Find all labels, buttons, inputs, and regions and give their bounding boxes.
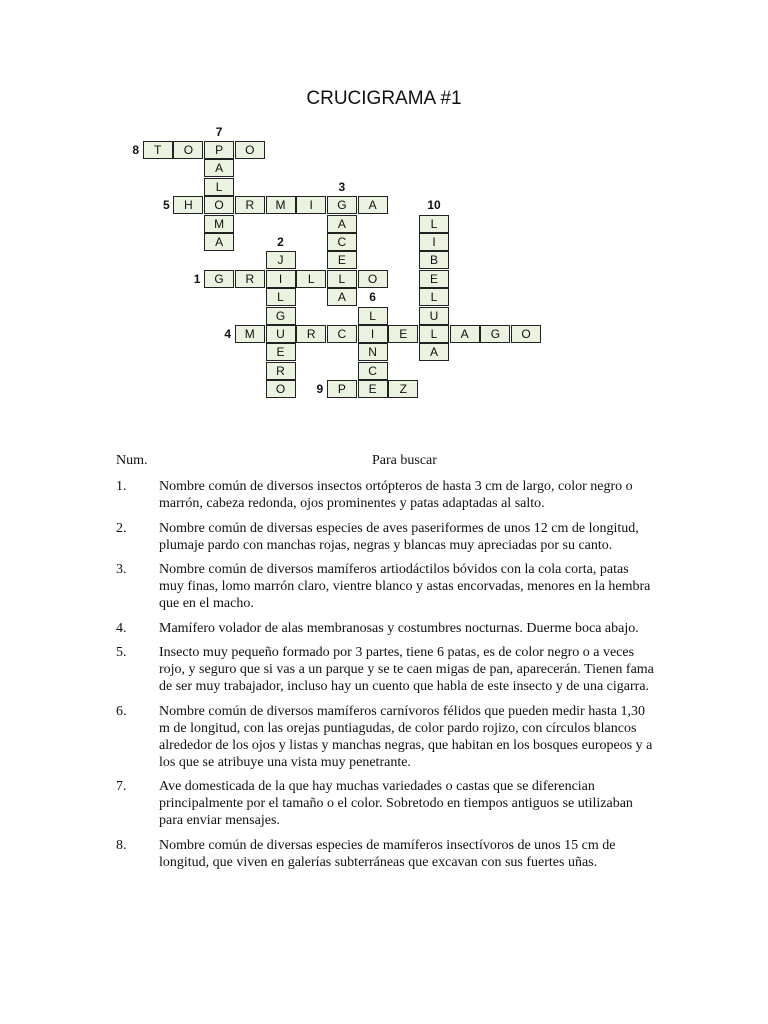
clue-number: 1.: [116, 479, 127, 494]
clue-list: [116, 478, 656, 878]
crossword-cell: G: [480, 325, 510, 343]
crossword-cell: T: [143, 141, 173, 159]
crossword-cell: M: [235, 325, 265, 343]
crossword-cell: A: [327, 288, 357, 306]
clue-number: 6.: [116, 703, 127, 719]
crossword-cell: N: [358, 343, 388, 361]
crossword-cell: A: [204, 159, 234, 177]
crossword-cell: U: [419, 307, 449, 325]
clue-number: 4.: [116, 620, 127, 636]
crossword-grid: [0, 0, 768, 420]
crossword-cell: I: [266, 270, 296, 288]
crossword-cell: A: [419, 343, 449, 361]
crossword-cell: A: [327, 215, 357, 233]
clue-number: 5.: [116, 645, 127, 660]
crossword-cell: E: [327, 251, 357, 269]
crossword-cell: P: [204, 141, 234, 159]
crossword-cell: U: [266, 325, 296, 343]
crossword-cell: H: [173, 196, 203, 214]
crossword-clue-number: 8: [132, 143, 139, 157]
clue-item: [116, 520, 656, 554]
crossword-clue-number: 2: [277, 235, 284, 249]
clues-header-search: Para buscar: [372, 453, 437, 468]
crossword-cell: I: [358, 325, 388, 343]
crossword-cell: O: [235, 141, 265, 159]
crossword-cell: G: [204, 270, 234, 288]
crossword-cell: I: [419, 233, 449, 251]
crossword-cell: A: [204, 233, 234, 251]
clue-text: Nombre común de diversos mamíferos artiodáctilos bóvidos con la cola corta, patas muy finas, lomo marrón claro, vientre blanco y astas encorvadas, menores en la hembra que en el macho.: [159, 562, 651, 611]
clue-item: [116, 703, 656, 771]
crossword-cell: O: [511, 325, 541, 343]
page-title: CRUCIGRAMA #1: [306, 88, 462, 109]
crossword-cell: R: [296, 325, 326, 343]
crossword-cell: L: [419, 325, 449, 343]
crossword-clue-number: 4: [224, 327, 232, 341]
crossword-clue-number: 6: [369, 290, 376, 305]
crossword-clue-number: 9: [316, 382, 324, 397]
crossword-cell: M: [204, 215, 234, 233]
crossword-cell: E: [358, 380, 388, 398]
crossword-cell: L: [327, 270, 357, 288]
clue-text: Ave domesticada de la que hay muchas variedades o castas que se diferencian principalmente por el tamaño o el color. Sobretodo en tiempos antiguos se utilizaban para enviar mensajes.: [159, 779, 633, 828]
crossword-cell: R: [235, 196, 265, 214]
clues-header-num: Num.: [116, 453, 148, 468]
clue-number: 7.: [116, 779, 127, 794]
clue-item: [116, 778, 656, 829]
crossword-cell: O: [358, 270, 388, 288]
clue-item: [116, 644, 656, 695]
crossword-cell: L: [419, 215, 449, 233]
crossword-cell: C: [327, 325, 357, 343]
crossword-cell: R: [235, 270, 265, 288]
crossword-cell: E: [388, 325, 418, 343]
crossword-cell: L: [296, 270, 326, 288]
crossword-cell: G: [327, 196, 357, 214]
crossword-clue-number: 5: [163, 198, 170, 213]
clue-item: [116, 478, 656, 512]
clue-item: [116, 837, 656, 871]
crossword-cell: O: [266, 380, 296, 398]
crossword-cell: O: [173, 141, 203, 159]
clue-item: [116, 561, 656, 612]
crossword-cell: E: [266, 343, 296, 361]
crossword-cell: P: [327, 380, 357, 398]
crossword-clue-number: 3: [338, 179, 346, 194]
crossword-cell: L: [358, 307, 388, 325]
crossword-cell: L: [266, 288, 296, 306]
crossword-cell: B: [419, 251, 449, 269]
crossword-cell: R: [266, 362, 296, 380]
crossword-cell: E: [419, 270, 449, 288]
clue-text: Mamífero volador de alas membranosas y costumbres nocturnas. Duerme boca abajo.: [159, 620, 639, 636]
clue-text: Nombre común de diversos mamíferos carnívoros félidos que pueden medir hasta 1,30 m de longitud, con las orejas puntiagudas, de color pardo rojizo, con círculos blancos alrededor de los ojos y listas y manchas negras, que habitan en los bosques europeos y a los que se atribuye una vista muy penetrante.: [159, 703, 653, 770]
crossword-cell: Z: [388, 380, 418, 398]
clue-number: 3.: [116, 562, 127, 577]
clue-text: Insecto muy pequeño formado por 3 partes, tiene 6 patas, es de color negro o a veces rojo, y seguro que si vas a un parque y se te caen migas de pan, aparecerán. Tienen fama de ser muy trabajador, incluso hay un cuento que habla de este insecto y de una cigarra.: [159, 645, 654, 694]
clue-text: Nombre común de diversos insectos ortópteros de hasta 3 cm de largo, color negro o marrón, cabeza redonda, ojos prominentes y patas adaptadas al salto.: [159, 479, 633, 511]
crossword-cell: O: [204, 196, 234, 214]
clue-text: Nombre común de diversas especies de aves paseriformes de unos 12 cm de longitud, plumaje pardo con manchas rojas, negras y blancas muy apreciadas por su canto.: [159, 520, 639, 553]
crossword-clue-number: 1: [193, 271, 201, 286]
clue-text: Nombre común de diversas especies de mamíferos insectívoros de unos 15 cm de longitud, que viven en galerías subterráneas que excavan con sus fuertes uñas.: [159, 837, 616, 870]
crossword-cell: L: [419, 288, 449, 306]
clue-number: 8.: [116, 837, 127, 853]
crossword-cell: G: [266, 307, 296, 325]
crossword-cell: I: [296, 196, 326, 214]
clue-item: [116, 620, 656, 637]
crossword-cell: A: [358, 196, 388, 214]
crossword-cell: M: [266, 196, 296, 214]
crossword-cell: A: [450, 325, 480, 343]
crossword-clue-number: 10: [427, 198, 441, 213]
crossword-cell: C: [327, 233, 357, 251]
crossword-cell: L: [204, 178, 234, 196]
crossword-clue-number: 7: [215, 124, 223, 139]
crossword-cell: C: [358, 362, 388, 380]
crossword-cell: J: [266, 251, 296, 269]
clue-number: 2.: [116, 520, 127, 536]
